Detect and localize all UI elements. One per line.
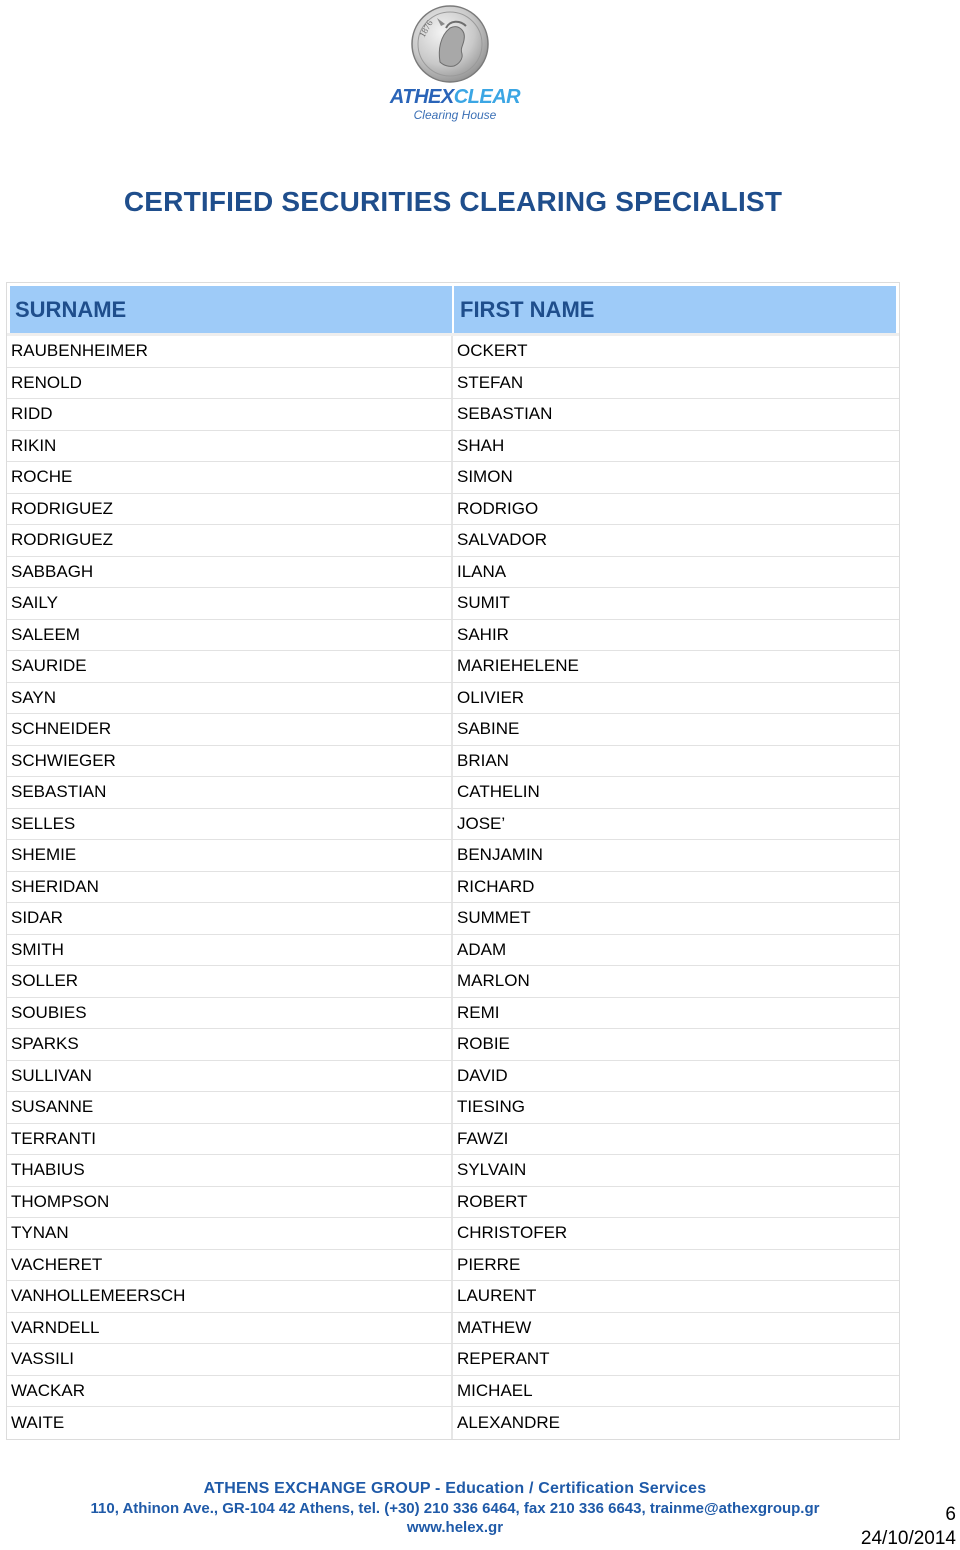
first-name-cell: MATHEW [457,1317,532,1337]
first-name-cell: SAHIR [457,624,509,644]
table-row [7,1344,899,1376]
surname-cell: SUSANNE [7,1092,453,1123]
first-name-cell: ROBERT [457,1191,528,1211]
footer-website: www.helex.gr [406,1519,504,1536]
surname-cell: SIDAR [7,903,453,934]
table-row [7,746,899,778]
table-row [7,1155,899,1187]
first-name-cell: TIESING [457,1097,526,1117]
table-row [7,336,899,368]
table-row [7,714,899,746]
first-name-cell: MICHAEL [457,1380,533,1400]
table-row [7,1250,899,1282]
table-row [7,588,899,620]
surname-cell: SABBAGH [7,557,453,588]
table-row [7,966,899,998]
table-row [7,1407,899,1439]
table-row [7,431,899,463]
surname-cell: SCHWIEGER [7,746,453,777]
first-name-cell: RICHARD [457,876,535,896]
table-row [7,777,899,809]
surname-cell: VARNDELL [7,1313,453,1344]
first-name-cell: ALEXANDRE [457,1412,560,1432]
table-row [7,462,899,494]
page-title: CERTIFIED SECURITIES CLEARING SPECIALIST [123,186,783,217]
table-row [7,840,899,872]
footer-contact: 110, Athinon Ave., GR-104 42 Athens, tel. (+30) 210 336 6464, fax 210 336 6643, trainme@athexgroup.gr [90,1500,820,1517]
surname-cell: SOLLER [7,966,453,997]
first-name-cell: SABINE [457,719,520,739]
table-row [7,1124,899,1156]
brand-name-part2: CLEAR [453,86,521,108]
brand-name [380,86,530,108]
table-row [7,368,899,400]
first-name-cell: REMI [457,1002,500,1022]
surname-cell: SHEMIE [7,840,453,871]
page-number: 6 [945,1504,956,1525]
table-row [7,935,899,967]
table-body [7,336,899,1439]
first-name-cell: JOSE’ [457,813,506,833]
first-name-cell: OLIVIER [457,687,525,707]
first-name-cell: BRIAN [457,750,509,770]
surname-cell: THABIUS [7,1155,453,1186]
surname-cell: SAILY [7,588,453,619]
brand-name-part1: ATHEX [389,86,454,108]
surname-cell: RIDD [7,399,453,430]
table-row [7,903,899,935]
surname-cell: WACKAR [7,1376,453,1407]
first-name-cell: BENJAMIN [457,845,543,865]
surname-cell: TERRANTI [7,1124,453,1155]
first-name-cell: ROBIE [457,1034,510,1054]
first-name-cell: SUMMET [457,908,531,928]
footer-organization: ATHENS EXCHANGE GROUP - Education / Certification Services [203,1480,707,1497]
table-row [7,1092,899,1124]
athexclear-logo [380,4,530,124]
brand-subtitle: Clearing House [413,108,497,122]
surname-cell: SALEEM [7,620,453,651]
surname-cell: RODRIGUEZ [7,494,453,525]
first-name-cell: ILANA [457,561,507,581]
first-name-cell: RODRIGO [457,498,539,518]
first-name-cell: CATHELIN [457,782,540,802]
table-row [7,998,899,1030]
surname-cell: TYNAN [7,1218,453,1249]
table-row [7,1187,899,1219]
first-name-cell: PIERRE [457,1254,521,1274]
footer [60,1478,850,1537]
first-name-cell: SIMON [457,467,513,487]
coin-year: 1876 [417,18,435,39]
surname-cell: THOMPSON [7,1187,453,1218]
surname-cell: SOUBIES [7,998,453,1029]
coin-emblem-icon [410,4,490,84]
table-row [7,651,899,683]
first-name-cell: CHRISTOFER [457,1223,568,1243]
first-name-cell: DAVID [457,1065,508,1085]
surname-cell: SPARKS [7,1029,453,1060]
surname-cell: RAUBENHEIMER [7,336,453,367]
table-row [7,1281,899,1313]
surname-cell: SULLIVAN [7,1061,453,1092]
table-row [7,1061,899,1093]
table-header [7,283,899,336]
first-name-cell: SALVADOR [457,530,548,550]
surname-cell: SEBASTIAN [7,777,453,808]
table-row [7,620,899,652]
table-row [7,1029,899,1061]
table-row [7,494,899,526]
table-row [7,1313,899,1345]
first-name-cell: STEFAN [457,372,524,392]
first-name-cell: MARIEHELENE [457,656,579,676]
first-name-cell: ADAM [457,939,507,959]
surname-cell: VANHOLLEMEERSCH [7,1281,453,1312]
surname-cell: SMITH [7,935,453,966]
table-row [7,872,899,904]
surname-cell: SELLES [7,809,453,840]
surname-cell: VACHERET [7,1250,453,1281]
surname-cell: SAYN [7,683,453,714]
first-name-cell: SEBASTIAN [457,404,553,424]
first-name-cell: SUMIT [457,593,510,613]
table-row [7,809,899,841]
surname-cell: SHERIDAN [7,872,453,903]
table-row [7,525,899,557]
surname-cell: RENOLD [7,368,453,399]
surname-cell: SCHNEIDER [7,714,453,745]
table-row [7,1376,899,1408]
table-row [7,399,899,431]
surname-cell: RODRIGUEZ [7,525,453,556]
first-name-cell: OCKERT [457,341,528,361]
surname-cell: SAURIDE [7,651,453,682]
surname-cell: WAITE [7,1407,453,1439]
document-date: 24/10/2014 [860,1528,956,1549]
first-name-cell: LAURENT [457,1286,537,1306]
first-name-column-header: FIRST NAME [454,286,896,333]
first-name-cell: MARLON [457,971,530,991]
first-name-cell: SHAH [457,435,505,455]
specialist-table [6,282,900,1440]
table-row [7,683,899,715]
surname-column-header: SURNAME [10,286,452,333]
table-row [7,1218,899,1250]
surname-cell: RIKIN [7,431,453,462]
surname-cell: VASSILI [7,1344,453,1375]
first-name-cell: REPERANT [457,1349,550,1369]
first-name-cell: FAWZI [457,1128,509,1148]
table-row [7,557,899,589]
first-name-cell: SYLVAIN [457,1160,527,1180]
surname-cell: ROCHE [7,462,453,493]
